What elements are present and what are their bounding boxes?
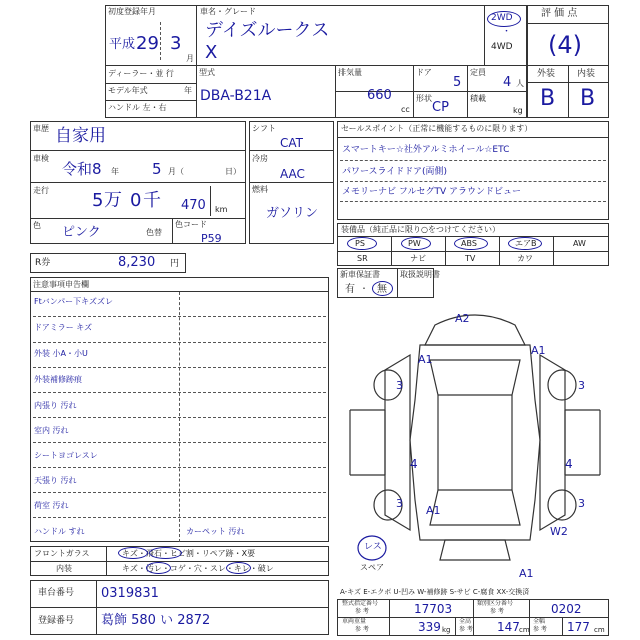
rear-window [430,490,520,525]
equip-sr: SR [357,254,368,263]
sales-line-2: パワースライドドア(両側) [342,167,448,177]
usage: 自家用 [55,126,106,146]
interior-trim-label: 内装 [56,564,72,573]
mark-w2: W2 [550,525,568,538]
serial-c-label: 車両重量 [342,618,367,625]
load-label: 積載 [470,94,486,103]
insp-year-unit: 年 [111,167,119,176]
rear-bumper [440,540,510,560]
right-side-outline [540,355,565,530]
equip-airbag: エアB [515,239,537,248]
mark-4-right: 4 [565,457,573,471]
note-item-9: 荷室 汚れ [34,501,69,510]
kg: kg [513,106,523,115]
serial-e-sub: 参 考 [533,626,547,633]
year-unit: 年 [184,86,192,95]
plate-number: 葛飾 580 い 2872 [101,613,211,628]
mark-a1-right: A1 [531,344,546,357]
warranty-dot: ・ [360,284,368,293]
drive-4wd: 4WD [491,42,513,52]
insp-era: 令和8 [62,160,102,178]
recycle: 8,230 [118,255,156,270]
insp-month-unit: 月（ [168,167,184,176]
damage-legend: A-キズ E-エクボ U-凹み W-補修跡 S-サビ C-腐食 XX-交換済 [340,588,530,596]
serial-e: 177 [567,620,590,634]
note-item-6: 室内 汚れ [34,426,69,435]
color-label: 色 [33,221,41,230]
capacity: 4 [503,75,512,90]
equipment-title: 装備品（純正品に限り○をつけてください） [341,225,500,234]
serial-c-unit: kg [442,626,451,634]
equip-ps: PS [355,239,365,248]
note-item-8: 天張り 汚れ [34,476,77,485]
doors: 5 [453,75,462,90]
interior-trim-text: キズ・汚レ・コゲ・穴・スレ・キレ・破レ [122,564,274,573]
type-label: 型式 [199,68,215,77]
serial-a-sub: 参 考 [355,608,369,615]
shape: CP [432,100,449,115]
note-item-5: 内張り 汚れ [34,401,77,410]
recycle-box [30,253,186,273]
mark-a1-rear: A1 [519,567,534,580]
inspection-label: 車検 [33,154,49,163]
serial-d-label: 全高 [459,618,472,625]
serial-b: 0202 [551,602,582,616]
serial-d: 147 [497,620,520,634]
exterior-label: 外装 [537,69,556,79]
mark-a1-rear-left: A1 [426,504,441,517]
capacity-unit: 人 [516,79,524,88]
equip-pw: PW [408,239,421,248]
plate-label: 登録番号 [38,616,75,626]
equip-abs: ABS [461,239,477,248]
serial-d-unit: cm [519,626,530,634]
dealer-label: ディーラー・並 行 [108,69,174,78]
frame-label: 車台番号 [38,588,75,598]
model-year-label: モデル年式 [108,86,148,95]
shift: CAT [280,136,303,150]
new-warranty-label: 新車保証書 [340,270,380,279]
front-glass-label: フロントガラス [34,549,90,558]
ac: AAC [280,167,305,181]
shape-label: 形状 [416,94,432,103]
interior-yogore-circle [146,562,171,574]
km: km [215,205,228,214]
score-label: 評 価 点 [541,8,578,19]
grade: X [205,42,218,63]
serial-a: 17703 [414,602,453,616]
mileage-label: 走行 [33,186,49,195]
color-change-label: 色替 [146,228,162,237]
exterior-grade: B [540,86,556,111]
frame-number: 0319831 [101,586,159,601]
serial-e-unit: cm [594,626,605,634]
wheel-rear-right [548,490,576,520]
spare-label: レス [364,542,382,552]
equip-tv: TV [465,254,476,263]
note-item-right: カーペット 汚れ [186,527,245,536]
usage-label: 車歴 [33,124,49,133]
equip-aw: AW [573,239,586,248]
car-front-outline [425,312,525,345]
serial-b-label: 類別区分番号 [477,600,514,607]
yen: 円 [170,259,180,269]
mark-3-rr: 3 [578,497,585,510]
glass-kizu-circle [118,547,148,559]
mileage-sen: 0 [130,190,142,211]
serial-b-sub: 参 考 [490,608,504,615]
note-item-4: 外装補修跡痕 [34,375,82,384]
serial-e-label: 全幅 [533,618,546,625]
handle-label: ハンドル 左・右 [108,103,167,112]
reg-year: 29 [136,33,159,54]
carname: デイズルークス [205,20,330,41]
mark-a2: A2 [455,312,470,325]
mark-3-fr: 3 [578,379,585,392]
score-value: (4) [548,31,582,59]
mileage-rest: 470 [181,198,206,213]
color-code: P59 [201,232,222,245]
carname-label: 車名・グレード [200,7,256,16]
equip-navi: ナビ [410,254,426,263]
serial-a-label: 整式指定番号 [342,600,379,607]
serial-d-sub: 参 考 [459,626,473,633]
notes-title: 注意事項申告欄 [33,280,89,289]
note-item-3: 外装 小A・小U [34,349,88,358]
note-item-2: ドアミラー キズ [34,323,93,332]
manual-label: 取扱説明書 [400,270,440,279]
note-item-7: シートヨゴレスレ [34,451,98,460]
drive-dot: ・ [502,27,512,37]
fuel: ガソリン [266,206,319,221]
mark-3-fl: 3 [396,379,403,392]
front-glass-text: キズ・飛石・ヒビ割・リペア跡・X要 [122,549,256,558]
mileage-man: 5 [92,190,104,211]
serial-c: 339 [418,620,441,634]
recycle-label: R券 [35,258,51,268]
man: 万 [104,190,122,211]
type: DBA-B21A [200,88,272,104]
sales-line-1: スマートキー☆社外アルミホイール☆ETC [342,145,510,155]
mark-4-left: 4 [410,457,418,471]
glass-tobiishi-circle [149,547,182,559]
displacement-label: 排気量 [338,68,362,77]
serial-c-sub: 参 考 [355,626,369,633]
cc: cc [401,105,410,114]
reg-month: 3 [170,33,182,54]
warranty-have: 有 [345,284,355,295]
fuel-label: 燃料 [252,185,268,194]
drive-2wd: 2WD [491,13,513,23]
insp-day-unit: 日） [225,167,241,176]
interior-label: 内装 [577,69,596,79]
door-label: ドア [416,68,432,77]
shift-label: シフト [252,124,276,133]
displacement: 660 [367,88,392,103]
note-item-1: Ftバンパー下キズズレ [34,297,114,306]
color-code-label: 色コード [175,220,207,229]
interior-grade: B [580,86,596,111]
sales-line-3: メモリーナビ フルセグTV アラウンドビュー [342,187,522,197]
insp-month: 5 [152,160,162,178]
capacity-label: 定員 [470,68,486,77]
equip-leather: カワ [517,254,533,263]
sen: 千 [143,190,161,211]
windshield [430,360,520,395]
sales-title: セールスポイント（正常に機能するものに限ります） [341,124,533,133]
era: 平成 [109,37,136,52]
note-item-10: ハンドル すれ [34,527,85,536]
interior-sure-circle [226,562,251,574]
warranty-none: 無 [377,284,387,295]
month-unit: 月 [186,54,194,63]
mark-3-rl: 3 [396,497,403,510]
ac-label: 冷房 [252,154,268,163]
mark-a1-left: A1 [418,353,433,366]
color: ピンク [62,225,101,240]
reg-year-label: 初度登録年月 [108,7,156,16]
wheel-front-right [548,370,576,400]
spare-caption: スペア [360,563,384,572]
